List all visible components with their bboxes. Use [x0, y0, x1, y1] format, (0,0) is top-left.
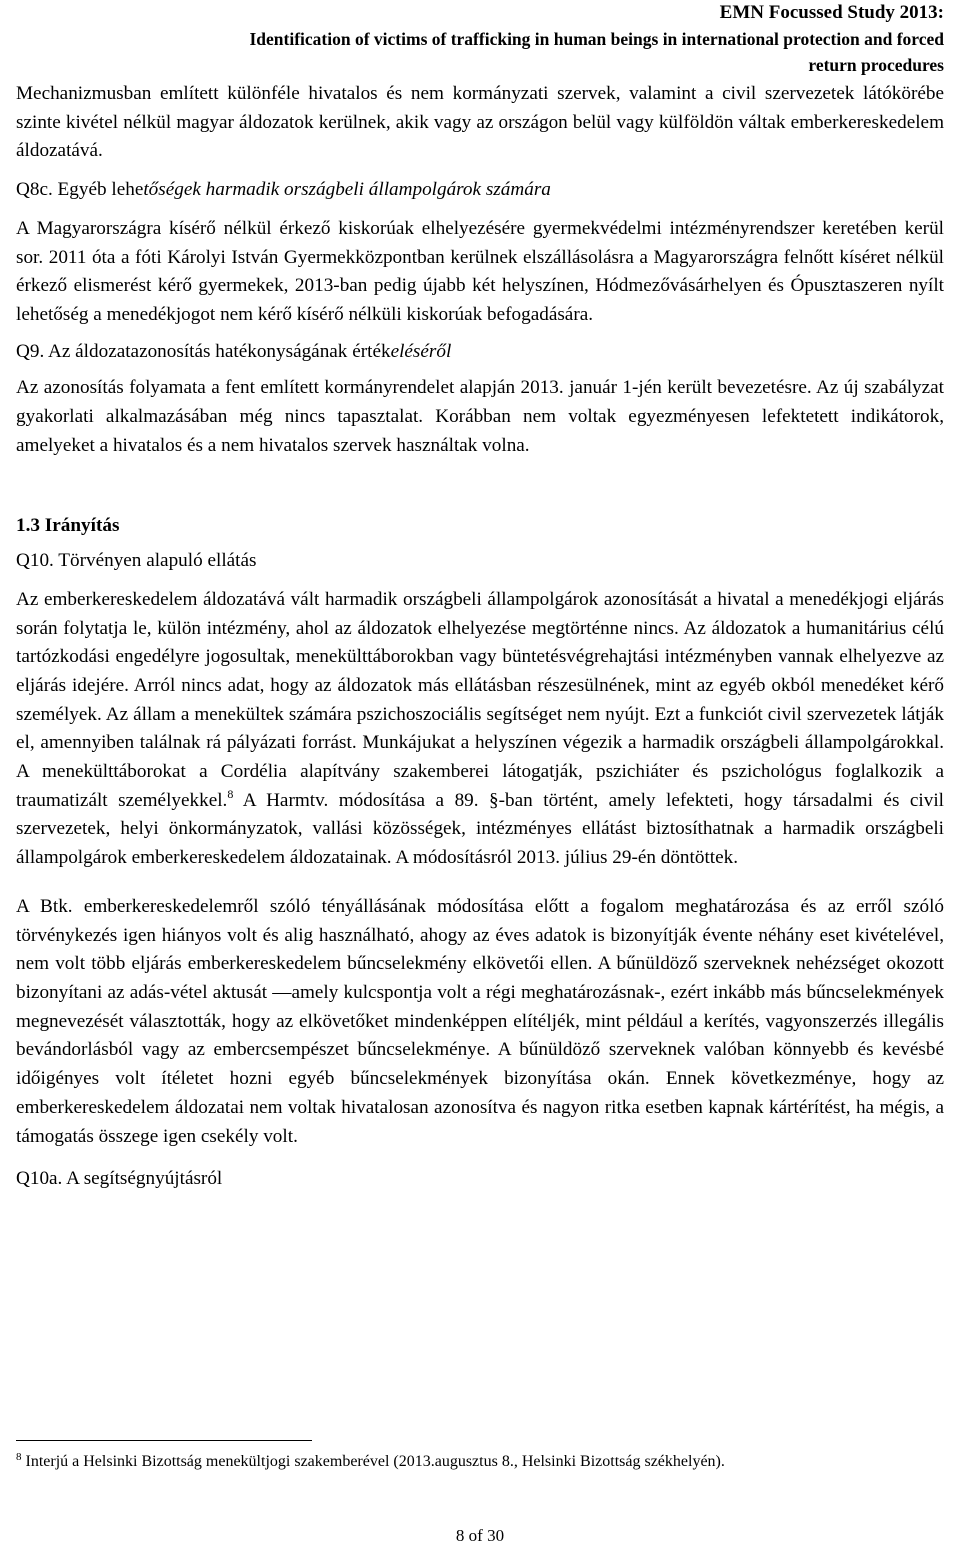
- footnote: [16, 1452, 944, 1472]
- header-subtitle-line1: Identification of victims of trafficking in human beings in international protection and forced: [249, 29, 944, 49]
- q9-heading-italic: eléséről: [390, 340, 452, 362]
- footnote-reference[interactable]: 8: [227, 786, 234, 801]
- q10a-heading: Q10a. A segítségnyújtásról: [16, 1168, 223, 1190]
- document-body: [16, 80, 944, 1194]
- q9-paragraph: Az azonosítás folyamata a fent említett kormányrendelet alapján 2013. január 1-jén került bevezetésre. Az új szabályzat gyakorlati alkalmazásában még nincs tapasztalat. Korábban nem voltak egyezményesen lefektetett indikátorok, amelyeket a hivatalos és a nem hivatalos szervek használtak volna.: [16, 377, 944, 456]
- footnote-text: Interjú a Helsinki Bizottság menekültjogi szakemberével (2013.augusztus 8., Helsinki Bizottság székhelyén).: [21, 1453, 725, 1470]
- q10-paragraph: [16, 586, 944, 873]
- header-subtitle-line2: return procedures: [808, 55, 944, 75]
- q9-heading-label: Q9. Az áldozatazonosítás hatékonyságának érték: [16, 340, 391, 362]
- q8c-heading-italic: tőségek harmadik országbeli állampolgárok számára: [143, 179, 551, 201]
- section-title: 1.3 Irányítás: [16, 515, 120, 537]
- page-header: [24, 0, 944, 78]
- q10-paragraph-part1: Az emberkereskedelem áldozatává vált harmadik országbeli állampolgárok azonosítását a hivatal a menedékjogi eljárás során folytatja le, külön intézmény, ahol az áldozatok elhelyezése megtörténne nincs. Az áldozatok a humanitárius célú tartózkodási engedélyre jogosultak, menekülttáborokban vagy büntetésvégrehajtási intézményben vannak elhelyezve az eljárás idejére. Arról nincs adat, hogy az áldozatok más ellátásban részesülnének, mint az egyéb okból menedéket kérő személyek. Az állam a menekültek számára pszichoszociális segítséget nem nyújt. Ezt a funkciót civil szervezetek látják el, amennyiben találnak rá pályázati forrást. Munkájukat a helyszínen végezik a harmadik országbeli állampolgárokkal. A menekülttáborokat a Cordélia alapítvány szakemberei látogatják, pszichiáter és pszichológus foglalkozik a traumatizált személyekkel.: [16, 588, 944, 811]
- q10-paragraph-part2: A Harmtv. módosítása a 89. §-ban történt, amely lefekteti, hogy társadalmi és civil szervezetek, helyi önkormányzatok, vallási közösségek, intézményes ellátást biztosíthatnak a harmadik országbeli állampolgárok emberkereskedelem áldozatainak. A módosításról 2013. július 29-én döntöttek.: [16, 789, 945, 869]
- footnote-separator: [16, 1440, 312, 1441]
- header-study-title: EMN Focussed Study 2013:: [719, 2, 944, 23]
- q8c-heading-label: Q8c. Egyéb lehe: [16, 179, 144, 201]
- btk-paragraph: A Btk. emberkereskedelemről szóló tényállásának módosítása előtt a fogalom meghatározása és az erről szóló törvénykezés igen hiányos volt és alig használható, ahogy az éves adatok is bizonyítják évente néhány eset kivételével, nem volt több eljárás emberkereskedelem bűncselekmény elkövetői ellen. A bűnüldöző szerveknek nehézséget okozott bizonyítani az adás-vétel aktusát —amely kulcspontja volt a régi meghatározásnak-, ezért inkább más bűncselekmények megnevezését választották, hogy az elkövetőket mindenképpen elítéljék, mint például a kerítés, vagyonszerzés illegális bevándorlásból vagy az embercsempészet bűncselekménye. A bűnüldöző szerveknek valóban könnyebb és kevésbé időigényes volt ítéletet hozni egyéb bűncselekmények bizonyítása okán. Ennek következménye, hogy az emberkereskedelem áldozatai nem voltak hivatalosan azonosítva és nagyon ritka esetben kapnak kártérítést, ha mégis, a támogatás összege igen csekély volt.: [16, 895, 944, 1147]
- q9-heading: [16, 338, 944, 367]
- q8c-paragraph: A Magyarországra kísérő nélkül érkező kiskorúak elhelyezésére gyermekvédelmi intézményrendszer keretében kerül sor. 2011 óta a fóti Károlyi István Gyermekközpontban kerülnek elszállásolásra a Magyarországra felnőtt kíséret nélkül érkező elismerést kérő gyermekek, 2013-ban pedig újabb két helyszínen, Hódmezővásárhelyen és Ópusztaszeren nyílt lehetőség a menedékjogot nem kérő kísérő nélküli kiskorúak befogadására.: [16, 217, 944, 325]
- q10-heading: Q10. Törvényen alapuló ellátás: [16, 550, 257, 572]
- q8c-heading: [16, 176, 944, 205]
- footnote-number: 8: [16, 1451, 22, 1463]
- page-number: 8 of 30: [455, 1526, 505, 1545]
- intro-paragraph: Mechanizmusban említett különféle hivatalos és nem kormányzati szervek, valamint a civil szervezetek látókörébe szinte kivétel nélkül magyar áldozatok kerülnek, akik vagy az országon belül vagy külföldön váltak emberkereskedelem áldozatává.: [16, 83, 944, 162]
